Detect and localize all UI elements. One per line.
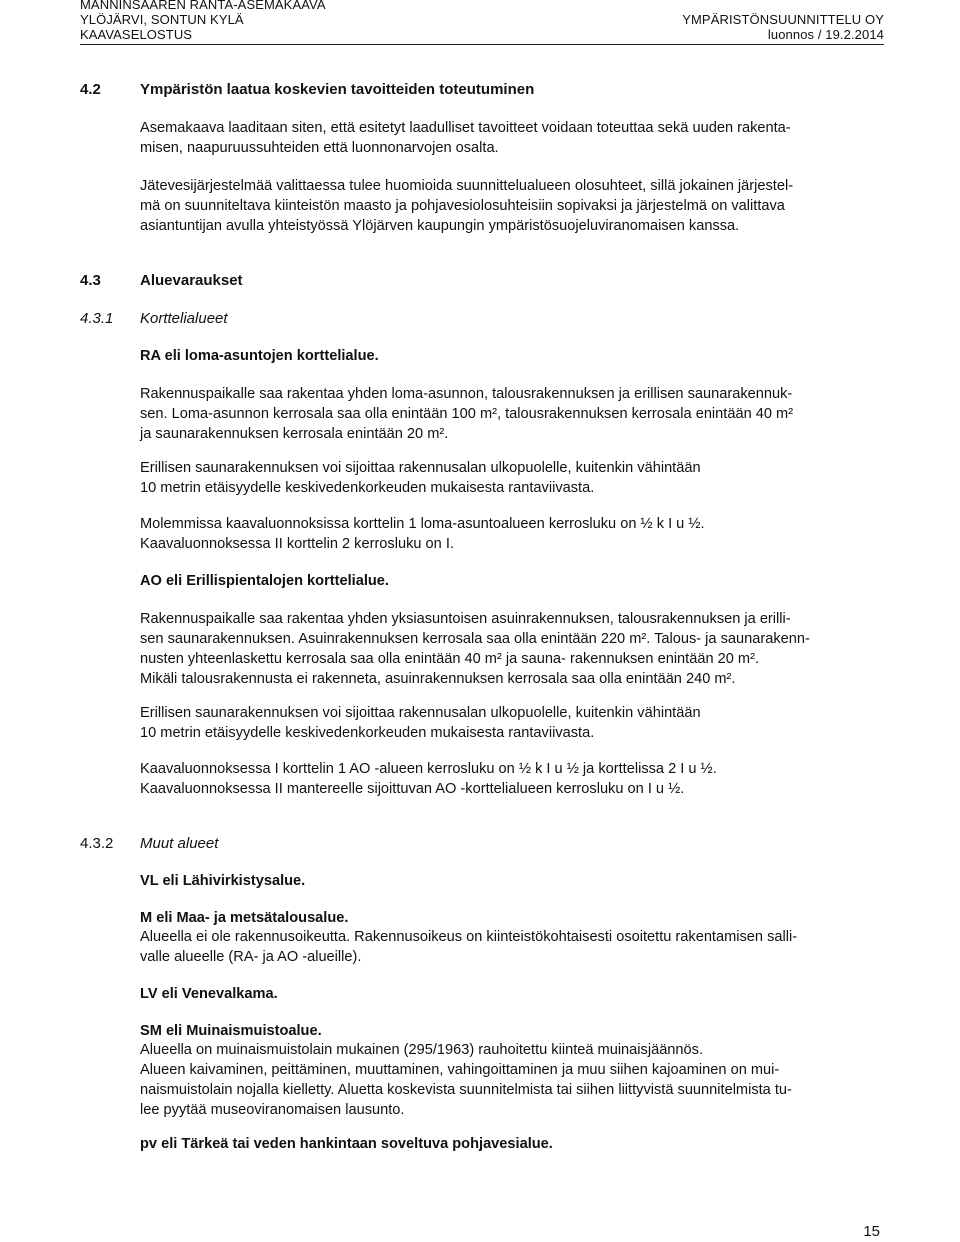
paragraph (140, 118, 880, 158)
vl-title: VL eli Lähivirkistysalue. (140, 873, 306, 889)
text-line: asiantuntijan avulla yhteistyössä Ylöjärven kaupungin ympäristösuojeluviranomaisen kanssa. (140, 218, 740, 234)
paragraph (140, 458, 880, 498)
paragraph (140, 1040, 880, 1120)
section-number: 4.3 (80, 272, 101, 289)
text-line: Alueella ei ole rakennusoikeutta. Rakennusoikeus on kiinteistökohtaisesti osoitettu rakentamisen salli- (140, 929, 798, 945)
m-title: M eli Maa- ja metsätalousalue. (140, 910, 349, 926)
lv-title: LV eli Venevalkama. (140, 986, 278, 1002)
header-location: YLÖJÄRVI, SONTUN KYLÄ (80, 12, 244, 27)
ra-title: RA eli loma-asuntojen korttelialue. (140, 348, 379, 364)
sm-title: SM eli Muinaismuistoalue. (140, 1023, 322, 1039)
text-line: misen, naapuruussuhteiden että luonnonarvojen osalta. (140, 140, 499, 156)
text-line: Jätevesijärjestelmää valittaessa tulee huomioida suunnittelualueen olosuhteet, sillä jokainen järjestel- (140, 178, 794, 194)
section-title: Muut alueet (140, 835, 219, 852)
pv-title: pv eli Tärkeä tai veden hankintaan soveltuva pohjavesialue. (140, 1136, 553, 1152)
section-4-3-1-heading (80, 309, 228, 329)
ao-title: AO eli Erillispientalojen korttelialue. (140, 573, 389, 589)
text-line: Kaavaluonnoksessa II korttelin 2 kerrosluku on I. (140, 536, 454, 552)
header-rule (80, 44, 884, 45)
text-line: Rakennuspaikalle saa rakentaa yhden loma-asunnon, talousrakennuksen ja erillisen saunarakennuk- (140, 386, 793, 402)
paragraph (140, 703, 880, 743)
text-line: valle alueelle (RA- ja AO -alueille). (140, 949, 362, 965)
text-line: Alueella on muinaismuistolain mukainen (295/1963) rauhoitettu kiinteä muinaisjäännös. (140, 1042, 704, 1058)
text-line: sen. Loma-asunnon kerrosala saa olla enintään 100 m², talousrakennuksen kerrosala enintään 40 m² (140, 406, 794, 422)
header-doc-type: KAAVASELOSTUS (80, 27, 193, 42)
text-line: lee pyytää museoviranomaisen lausunto. (140, 1102, 405, 1118)
section-number: 4.3.1 (80, 310, 114, 327)
text-line: nusten yhteenlaskettu kerrosala saa olla enintään 40 m² ja sauna- rakennuksen enintään 20 m². (140, 651, 759, 667)
header-version: luonnos / 19.2.2014 (767, 27, 884, 42)
paragraph (140, 609, 880, 689)
text-line: Mikäli talousrakennusta ei rakenneta, asuinrakennuksen kerrosala saa olla enintään 240 m². (140, 671, 736, 687)
text-line: naismuistolain nojalla kielletty. Aluetta koskevista suunnitelmista tai siihen liittyvistä suunnitelmista tu- (140, 1082, 792, 1098)
text-line: Kaavaluonnoksessa I korttelin 1 AO -alueen kerrosluku on ½ k I u ½ ja korttelissa 2 I u ½. (140, 761, 717, 777)
section-title: Ympäristön laatua koskevien tavoitteiden toteutuminen (140, 81, 535, 98)
section-4-3-heading (80, 271, 243, 291)
text-line: Molemmissa kaavaluonnoksissa korttelin 1 loma-asuntoalueen kerrosluku on ½ k I u ½. (140, 516, 705, 532)
header-plan-name: MANNINSAAREN RANTA-ASEMAKAAVA (80, 0, 326, 12)
text-line: Kaavaluonnoksessa II mantereelle sijoittuvan AO -korttelialueen kerrosluku on I u ½. (140, 781, 685, 797)
header-company: YMPÄRISTÖNSUUNNITTELU OY (682, 12, 884, 27)
paragraph (140, 759, 880, 799)
text-line: Erillisen saunarakennuksen voi sijoittaa rakennusalan ulkopuolelle, kuitenkin vähintään (140, 705, 701, 721)
text-line: mä on suunniteltava kiinteistön maasto ja pohjavesiolosuhteisiin sopivaksi ja järjestelmä on valittava (140, 198, 785, 214)
text-line: 10 metrin etäisyydelle keskivedenkorkeuden mukaisesta rantaviivasta. (140, 725, 595, 741)
text-line: Rakennuspaikalle saa rakentaa yhden yksiasuntoisen asuinrakennuksen, talousrakennuksen ja erilli- (140, 611, 791, 627)
page-number: 15 (863, 1223, 880, 1240)
section-title: Aluevaraukset (140, 272, 243, 289)
section-title: Korttelialueet (140, 310, 228, 327)
paragraph (140, 514, 880, 554)
paragraph (140, 927, 880, 967)
section-4-3-2-heading (80, 834, 218, 854)
text-line: Asemakaava laaditaan siten, että esitetyt laadulliset tavoitteet voidaan toteuttaa sekä uuden rakenta- (140, 120, 791, 136)
paragraph (140, 176, 880, 236)
section-4-2-heading (80, 80, 534, 100)
header-left (80, 0, 326, 42)
header-right (682, 0, 884, 42)
text-line: Alueen kaivaminen, peittäminen, muuttaminen, vahingoittaminen ja muu siihen kajoaminen on mui- (140, 1062, 780, 1078)
text-line: Erillisen saunarakennuksen voi sijoittaa rakennusalan ulkopuolelle, kuitenkin vähintään (140, 460, 701, 476)
section-number: 4.2 (80, 81, 101, 98)
text-line: 10 metrin etäisyydelle keskivedenkorkeuden mukaisesta rantaviivasta. (140, 480, 595, 496)
text-line: ja saunarakennuksen kerrosala enintään 20 m². (140, 426, 449, 442)
paragraph (140, 384, 880, 444)
text-line: sen saunarakennuksen. Asuinrakennuksen kerrosala saa olla enintään 220 m². Talous- ja saunarakenn- (140, 631, 810, 647)
section-number: 4.3.2 (80, 835, 114, 852)
